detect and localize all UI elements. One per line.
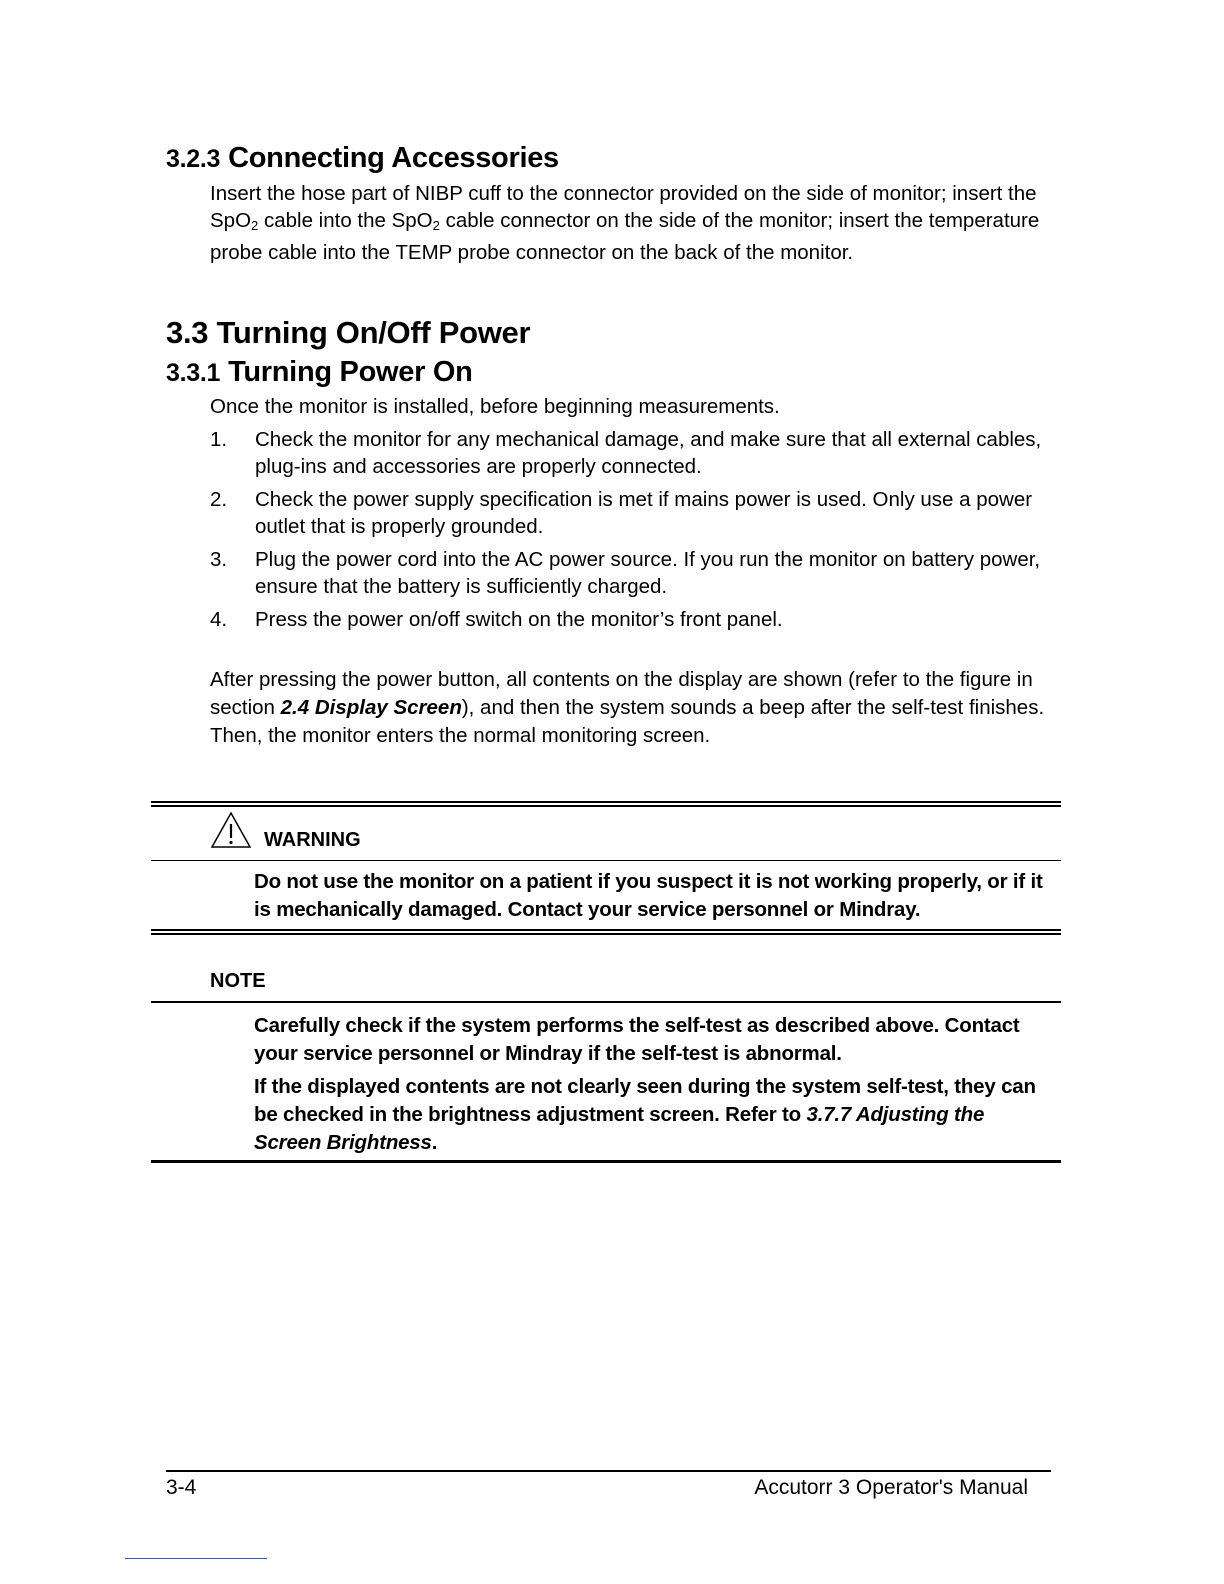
heading-3-2-3 bbox=[166, 142, 559, 175]
cross-reference-link[interactable]: 3.7.7 Adjusting the Screen Brightness bbox=[254, 1103, 985, 1154]
accessories-paragraph: Insert the hose part of NIBP cuff to the connector provided on the side of monitor; insert the SpO$_2$ cable into the SpO$_2$ cable connector on the side of the monitor; insert the temperature probe cable into the TEMP probe connector on the back of the monitor. bbox=[210, 182, 1040, 264]
list-item: 4. Press the power on/off switch on the monitor’s front panel. bbox=[210, 608, 783, 631]
intro-text: Once the monitor is installed, before beginning measurements. bbox=[210, 395, 780, 418]
list-item: 1. Check the monitor for any mechanical damage, and make sure that all external cables, plug-ins and accessories are properly connected. bbox=[210, 428, 1042, 478]
note-label: NOTE bbox=[210, 970, 266, 992]
list-item: 3. Plug the power cord into the AC power source. If you run the monitor on battery power, ensure that the battery is sufficiently charged. bbox=[210, 548, 1041, 598]
after-power-paragraph: After pressing the power button, all contents on the display are shown (refer to the figure in section 2.4 Display Screen), and then the system sounds a beep after the self-test finishes. Then, the monitor enters the normal monitoring screen. bbox=[210, 668, 1045, 747]
cross-reference-link[interactable]: 2.4 Display Screen bbox=[280, 696, 462, 719]
warning-text: Do not use the monitor on a patient if you suspect it is not working properly, or if it is mechanically damaged. Contact your service personnel or Mindray. bbox=[254, 870, 1043, 921]
note-paragraph-1: Carefully check if the system performs the self-test as described above. Contact your service personnel or Mindray if the self-test is abnormal. bbox=[254, 1014, 1020, 1065]
warning-top-rule-2 bbox=[151, 805, 1061, 807]
note-paragraph-2: If the displayed contents are not clearly seen during the system self-test, they can be checked in the brightness adjustment screen. Refer to 3.7.7 Adjusting the Screen Brightness. bbox=[254, 1075, 1036, 1154]
section-number: 3.3.1 bbox=[166, 359, 221, 387]
heading-3-3: 3.3 Turning On/Off Power bbox=[166, 315, 531, 350]
warning-triangle-icon bbox=[209, 810, 253, 850]
heading-3-3-1 bbox=[166, 356, 473, 389]
warning-top-rule bbox=[151, 801, 1061, 803]
section-title: Connecting Accessories bbox=[228, 142, 559, 174]
warning-label: WARNING bbox=[264, 829, 361, 851]
note-top-rule bbox=[151, 1001, 1061, 1003]
footer-rule bbox=[166, 1470, 1051, 1472]
note-bottom-rule bbox=[151, 1160, 1061, 1163]
warning-bottom-rule-2 bbox=[151, 933, 1061, 935]
bottom-link-underline bbox=[125, 1558, 267, 1559]
page-number: 3-4 bbox=[166, 1476, 197, 1499]
section-number: 3.2.3 bbox=[166, 145, 221, 173]
list-item: 2. Check the power supply specification is met if mains power is used. Only use a power outlet that is properly grounded. bbox=[210, 488, 1033, 538]
power-on-steps bbox=[210, 426, 1055, 639]
warning-divider bbox=[151, 860, 1061, 861]
manual-title: Accutorr 3 Operator's Manual bbox=[754, 1476, 1028, 1499]
section-title: Turning Power On bbox=[228, 356, 473, 388]
warning-bottom-rule bbox=[151, 929, 1061, 931]
